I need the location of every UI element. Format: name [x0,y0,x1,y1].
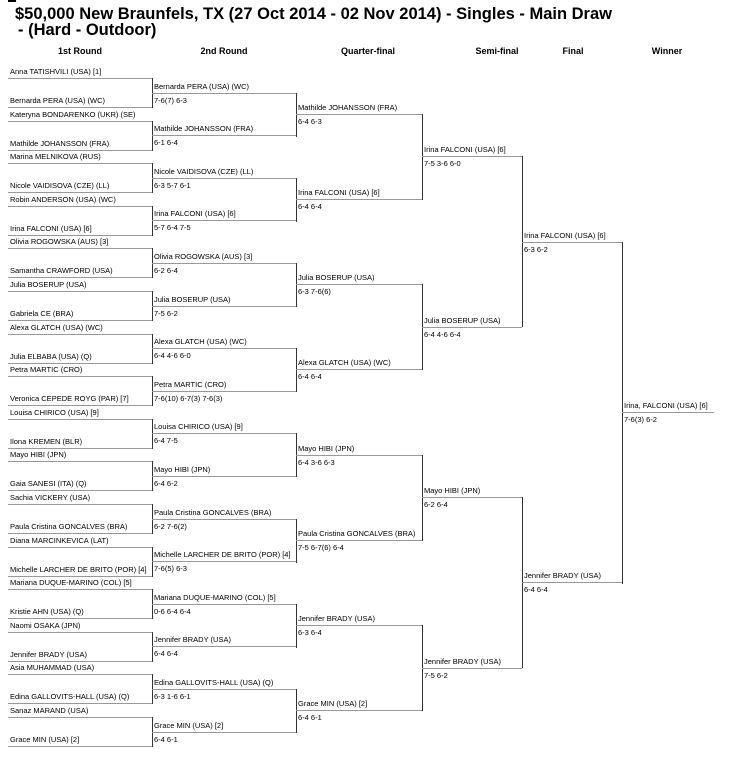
sf-4-score: 7-5 6-2 [424,671,448,680]
r1-8-player: Irina FALCONI (USA) [6] [10,224,92,233]
r1-32-line [8,746,152,747]
r1-18-player: Ilona KREMEN (BLR) [10,437,83,446]
r2-9-player: Louisa CHIRICO (USA) [9] [154,422,243,431]
r1-25-line [8,589,152,590]
r1-18-line [8,448,152,449]
top-rule-mark [8,0,16,2]
r2-6-score: 7-5 6-2 [154,309,178,318]
r2-10-line [152,476,296,477]
r2-3-score: 6-3 5-7 6-1 [154,181,191,190]
qf-1-score: 6-4 6-3 [298,117,322,126]
r2-12-score: 7-6(5) 6-3 [154,564,187,573]
r2-connector-7 [296,604,297,648]
final-1-player: Irina FALCONI (USA) [6] [524,231,606,240]
r1-15-line [8,376,152,377]
r1-3-line [8,121,152,122]
r1-12-line [8,320,152,321]
r1-11-line [8,291,152,292]
r2-connector-3 [296,263,297,307]
r2-13-player: Mariana DUQUE-MARINO (COL) [5] [154,593,276,602]
qf-6-score: 7-5 6-7(6) 6-4 [298,543,344,552]
r1-32-player: Grace MIN (USA) [2] [10,735,80,744]
sf-1-score: 7-5 3-6 6-0 [424,159,461,168]
r2-10-score: 6-4 6-2 [154,479,178,488]
r2-8-score: 7-6(10) 6-7(3) 7-6(3) [154,394,223,403]
qf-7-line [296,625,422,626]
r2-2-player: Mathilde JOHANSSON (FRA) [154,124,254,133]
r2-11-score: 6-2 7-6(2) [154,522,187,531]
r2-connector-8 [296,689,297,733]
r1-24-line [8,576,152,577]
qf-4-score: 6-4 6-4 [298,372,322,381]
r1-29-player: Asia MUHAMMAD (USA) [10,663,95,672]
r2-14-line [152,646,296,647]
r1-25-player: Mariana DUQUE-MARINO (COL) [5] [10,578,132,587]
r2-16-player: Grace MIN (USA) [2] [154,721,224,730]
r2-2-score: 6-1 6-4 [154,138,178,147]
r2-11-line [152,519,296,520]
winner-1-score: 7-6(3) 6-2 [624,415,657,424]
qf-5-score: 6-4 3-6 6-3 [298,458,335,467]
r1-20-line [8,490,152,491]
qf-8-score: 6-4 6-1 [298,713,322,722]
r2-8-player: Petra MARTIC (CRO) [154,380,227,389]
r2-7-line [152,348,296,349]
r1-23-line [8,547,152,548]
r2-13-score: 0-6 6-4 6-4 [154,607,191,616]
r1-1-line [8,78,152,79]
r2-15-score: 6-3 1-6 6-1 [154,692,191,701]
r1-11-player: Julia BOSERUP (USA) [10,280,87,289]
r2-12-line [152,561,296,562]
qf-6-player: Paula Cristina GONCALVES (BRA) [298,529,416,538]
r1-connector-14 [152,632,153,662]
r1-7-line [8,206,152,207]
qf-2-line [296,199,422,200]
qf-5-player: Mayo HIBI (JPN) [298,444,355,453]
qf-8-player: Grace MIN (USA) [2] [298,699,368,708]
r1-9-line [8,248,152,249]
r1-14-player: Julia ELBABA (USA) (Q) [10,352,92,361]
r1-6-line [8,192,152,193]
r1-26-player: Kristie AHN (USA) (Q) [10,607,84,616]
draw-title [15,6,735,38]
sf-3-line [422,497,522,498]
qf-3-player: Julia BOSERUP (USA) [298,273,375,282]
round-header-winner: Winner [651,46,683,56]
r2-connector-4 [296,348,297,392]
qf-4-line [296,369,422,370]
r1-4-line [8,150,152,151]
final-2-player: Jennifer BRADY (USA) [524,571,601,580]
round-header-2nd: 2nd Round [200,46,248,56]
r1-16-player: Veronica CEPEDE ROYG (PAR) [7] [10,394,129,403]
title-line-2: - (Hard - Outdoor) [18,21,157,39]
final-connector-1 [622,242,623,584]
sf-2-player: Julia BOSERUP (USA) [424,316,501,325]
r2-5-score: 6-2 6-4 [154,266,178,275]
r2-7-score: 6-4 4-6 6-0 [154,351,191,360]
r2-7-player: Alexa GLATCH (USA) (WC) [154,337,247,346]
winner-1-player: Irina, FALCONI (USA) [6] [624,401,708,410]
r1-28-line [8,661,152,662]
r1-2-line [8,107,152,108]
round-header-quarterfinal: Quarter-final [340,46,395,56]
r2-4-line [152,220,296,221]
r2-16-score: 6-4 6-1 [154,735,178,744]
sf-1-line [422,156,522,157]
r2-1-line [152,93,296,94]
qf-3-line [296,284,422,285]
qf-3-score: 6-3 7-6(6) [298,287,331,296]
sf-3-score: 6-2 6-4 [424,500,448,509]
r1-21-line [8,504,152,505]
r1-30-line [8,703,152,704]
r2-3-line [152,178,296,179]
r1-10-player: Samantha CRAWFORD (USA) [10,266,113,275]
r2-12-player: Michelle LARCHER DE BRITO (POR) [4] [154,550,291,559]
qf-connector-3 [422,455,423,541]
qf-5-line [296,455,422,456]
qf-6-line [296,540,422,541]
sf-4-line [422,668,522,669]
qf-connector-1 [422,114,423,200]
r2-14-player: Jennifer BRADY (USA) [154,635,231,644]
r2-4-player: Irina FALCONI (USA) [6] [154,209,236,218]
r2-14-score: 6-4 6-4 [154,649,178,658]
r1-24-player: Michelle LARCHER DE BRITO (POR) [4] [10,565,147,574]
sf-4-player: Jennifer BRADY (USA) [424,657,501,666]
qf-2-score: 6-4 6-4 [298,202,322,211]
r1-13-player: Alexa GLATCH (USA) (WC) [10,323,103,332]
sf-3-player: Mayo HIBI (JPN) [424,486,481,495]
r1-4-player: Mathilde JOHANSSON (FRA) [10,139,110,148]
qf-7-player: Jennifer BRADY (USA) [298,614,375,623]
r2-6-player: Julia BOSERUP (USA) [154,295,231,304]
r1-connector-2 [152,121,153,151]
r1-22-player: Paula Cristina GONCALVES (BRA) [10,522,128,531]
r2-5-player: Olivia ROGOWSKA (AUS) [3] [154,252,253,261]
round-header-final: Final [562,46,584,56]
r1-26-line [8,618,152,619]
final-2-score: 6-4 6-4 [524,585,548,594]
r1-connector-9 [152,419,153,449]
r1-13-line [8,334,152,335]
r1-14-line [8,363,152,364]
sf-1-player: Irina FALCONI (USA) [6] [424,145,506,154]
final-2-line [522,582,622,583]
r1-15-player: Petra MARTIC (CRO) [10,365,83,374]
r2-1-score: 7-6(7) 6-3 [154,96,187,105]
r2-9-score: 6-4 7-5 [154,436,178,445]
r1-17-line [8,419,152,420]
r2-13-line [152,604,296,605]
final-1-score: 6-3 6-2 [524,245,548,254]
r1-30-player: Edina GALLOVITS-HALL (USA) (Q) [10,692,130,701]
qf-7-score: 6-3 6-4 [298,628,322,637]
round-header-semifinal: Semi-final [475,46,519,56]
r1-31-player: Sanaz MARAND (USA) [10,706,89,715]
r1-6-player: Nicole VAIDISOVA (CZE) (LL) [10,181,110,190]
r2-5-line [152,263,296,264]
r1-29-line [8,674,152,675]
r1-7-player: Robin ANDERSON (USA) (WC) [10,195,116,204]
r2-connector-6 [296,519,297,563]
r2-8-line [152,391,296,392]
r2-1-player: Bernarda PERA (USA) (WC) [154,82,250,91]
r1-22-line [8,533,152,534]
r1-12-player: Gabriela CE (BRA) [10,309,74,318]
r1-17-player: Louisa CHIRICO (USA) [9] [10,408,99,417]
r1-20-player: Gaia SANESI (ITA) (Q) [10,479,87,488]
r2-10-player: Mayo HIBI (JPN) [154,465,211,474]
r2-3-player: Nicole VAIDISOVA (CZE) (LL) [154,167,254,176]
r2-11-player: Paula Cristina GONCALVES (BRA) [154,508,272,517]
r2-15-line [152,689,296,690]
r1-27-player: Naomi OSAKA (JPN) [10,621,81,630]
qf-1-player: Mathilde JOHANSSON (FRA) [298,103,398,112]
r1-16-line [8,405,152,406]
r2-15-player: Edina GALLOVITS-HALL (USA) (Q) [154,678,274,687]
r1-3-player: Kateryna BONDARENKO (UKR) (SE) [10,110,136,119]
winner-1-line [622,412,714,413]
r1-10-line [8,277,152,278]
r2-connector-2 [296,178,297,222]
qf-8-line [296,710,422,711]
final-1-line [522,242,622,243]
qf-1-line [296,114,422,115]
qf-2-player: Irina FALCONI (USA) [6] [298,188,380,197]
r1-1-player: Anna TATISHVILI (USA) [1] [10,67,102,76]
r1-23-player: Diana MARCINKEVICA (LAT) [10,536,109,545]
round-header-1st: 1st Round [58,46,102,56]
sf-2-score: 6-4 4-6 6-4 [424,330,461,339]
r1-5-line [8,163,152,164]
r1-27-line [8,632,152,633]
r1-connector-12 [152,547,153,577]
qf-4-player: Alexa GLATCH (USA) (WC) [298,358,391,367]
r1-9-player: Olivia ROGOWSKA (AUS) [3] [10,237,109,246]
r2-16-line [152,732,296,733]
r2-connector-1 [296,93,297,137]
r1-19-player: Mayo HIBI (JPN) [10,450,67,459]
r2-2-line [152,135,296,136]
sf-2-line [422,327,522,328]
r1-5-player: Marina MELNIKOVA (RUS) [10,152,101,161]
r2-6-line [152,306,296,307]
r1-31-line [8,717,152,718]
r1-19-line [8,461,152,462]
r1-8-line [8,235,152,236]
r1-21-player: Sachia VICKERY (USA) [10,493,91,502]
r2-9-line [152,433,296,434]
title-line-1: $50,000 New Braunfels, TX (27 Oct 2014 - 02 Nov 2014) - Singles - Main Draw [15,5,612,23]
r1-28-player: Jennifer BRADY (USA) [10,650,87,659]
r2-4-score: 5-7 6-4 7-5 [154,223,191,232]
r1-2-player: Bernarda PERA (USA) (WC) [10,96,106,105]
r1-connector-7 [152,334,153,364]
r1-connector-4 [152,206,153,236]
